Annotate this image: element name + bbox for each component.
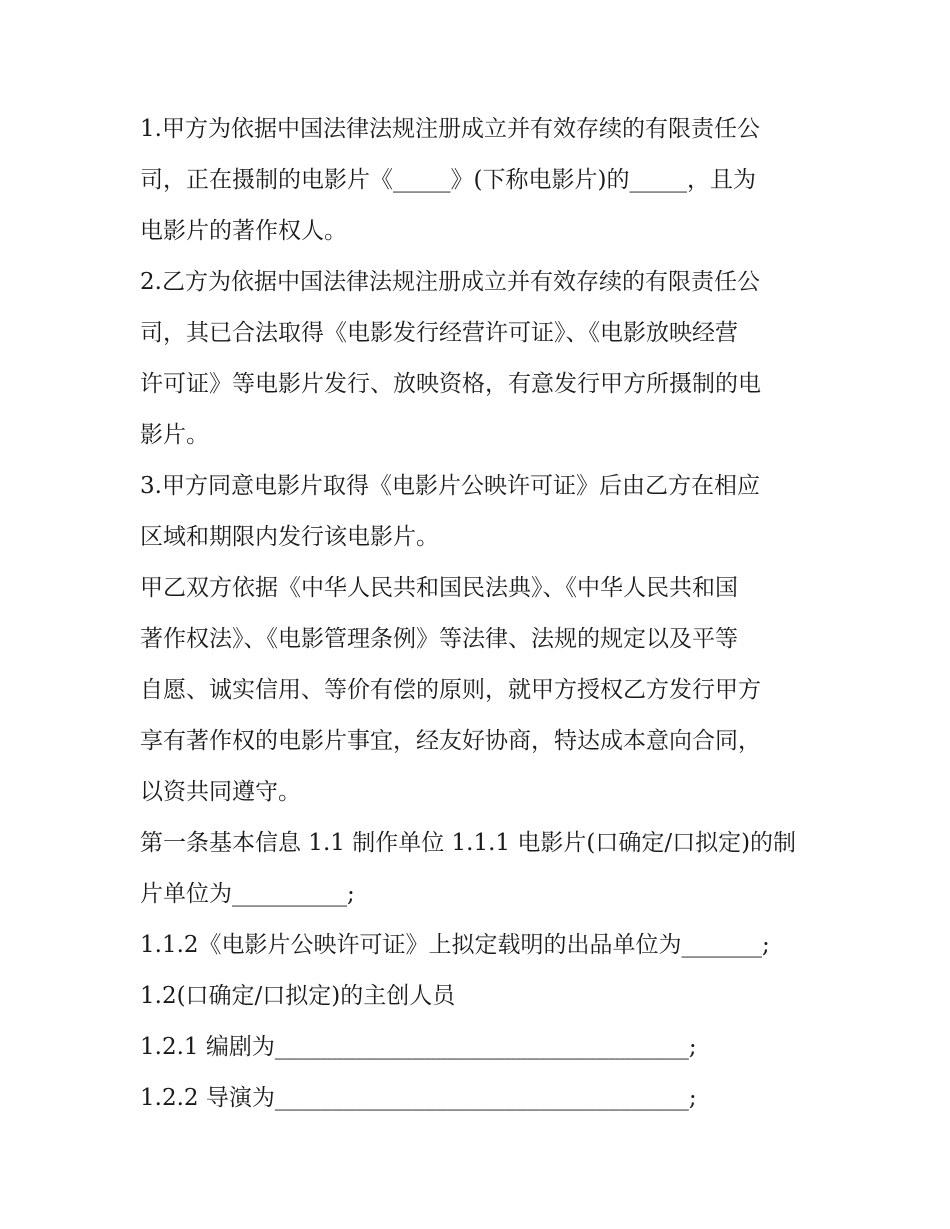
text-line: 电影片的著作权人。 <box>140 218 347 244</box>
text-line: 区域和期限内发行该电影片。 <box>140 524 439 550</box>
text-line: 自愿、诚实信用、等价有偿的原则，就甲方授权乙方发行甲方 <box>140 677 761 703</box>
text-line: 1.甲方为依据中国法律法规注册成立并有效存续的有限责任公 <box>140 116 760 142</box>
text-line: 享有著作权的电影片事宜，经友好协商，特达成本意向合同， <box>140 728 761 754</box>
text-line: 甲乙双方依据《中华人民共和国民法典》、《中华人民共和国 <box>140 575 738 601</box>
text-line: 著作权法》、《电影管理条例》等法律、法规的规定以及平等 <box>140 626 738 652</box>
text-line: 司，其已合法取得《电影发行经营许可证》、《电影放映经营 <box>140 320 738 346</box>
text-line: 片单位为__________; <box>140 881 355 907</box>
text-line: 影片。 <box>140 422 209 448</box>
text-line: 第一条基本信息 1.1 制作单位 1.1.1 电影片(口确定/口拟定)的制 <box>140 830 797 856</box>
text-line: 司，正在摄制的电影片《_____》(下称电影片)的_____，且为 <box>140 167 756 193</box>
text-line: 许可证》等电影片发行、放映资格，有意发行甲方所摄制的电 <box>140 371 761 397</box>
text-line: 2.乙方为依据中国法律法规注册成立并有效存续的有限责任公 <box>140 269 760 295</box>
text-line: 3.甲方同意电影片取得《电影片公映许可证》后由乙方在相应 <box>140 473 760 499</box>
text-line: 1.2.1 编剧为____________________________________; <box>140 1034 697 1060</box>
document-body <box>140 104 820 1124</box>
text-line: 1.1.2《电影片公映许可证》上拟定载明的出品单位为_______; <box>140 932 770 958</box>
text-line: 1.2.2 导演为____________________________________; <box>140 1085 697 1111</box>
text-line: 以资共同遵守。 <box>140 779 301 805</box>
text-line: 1.2(口确定/口拟定)的主创人员 <box>140 983 456 1009</box>
